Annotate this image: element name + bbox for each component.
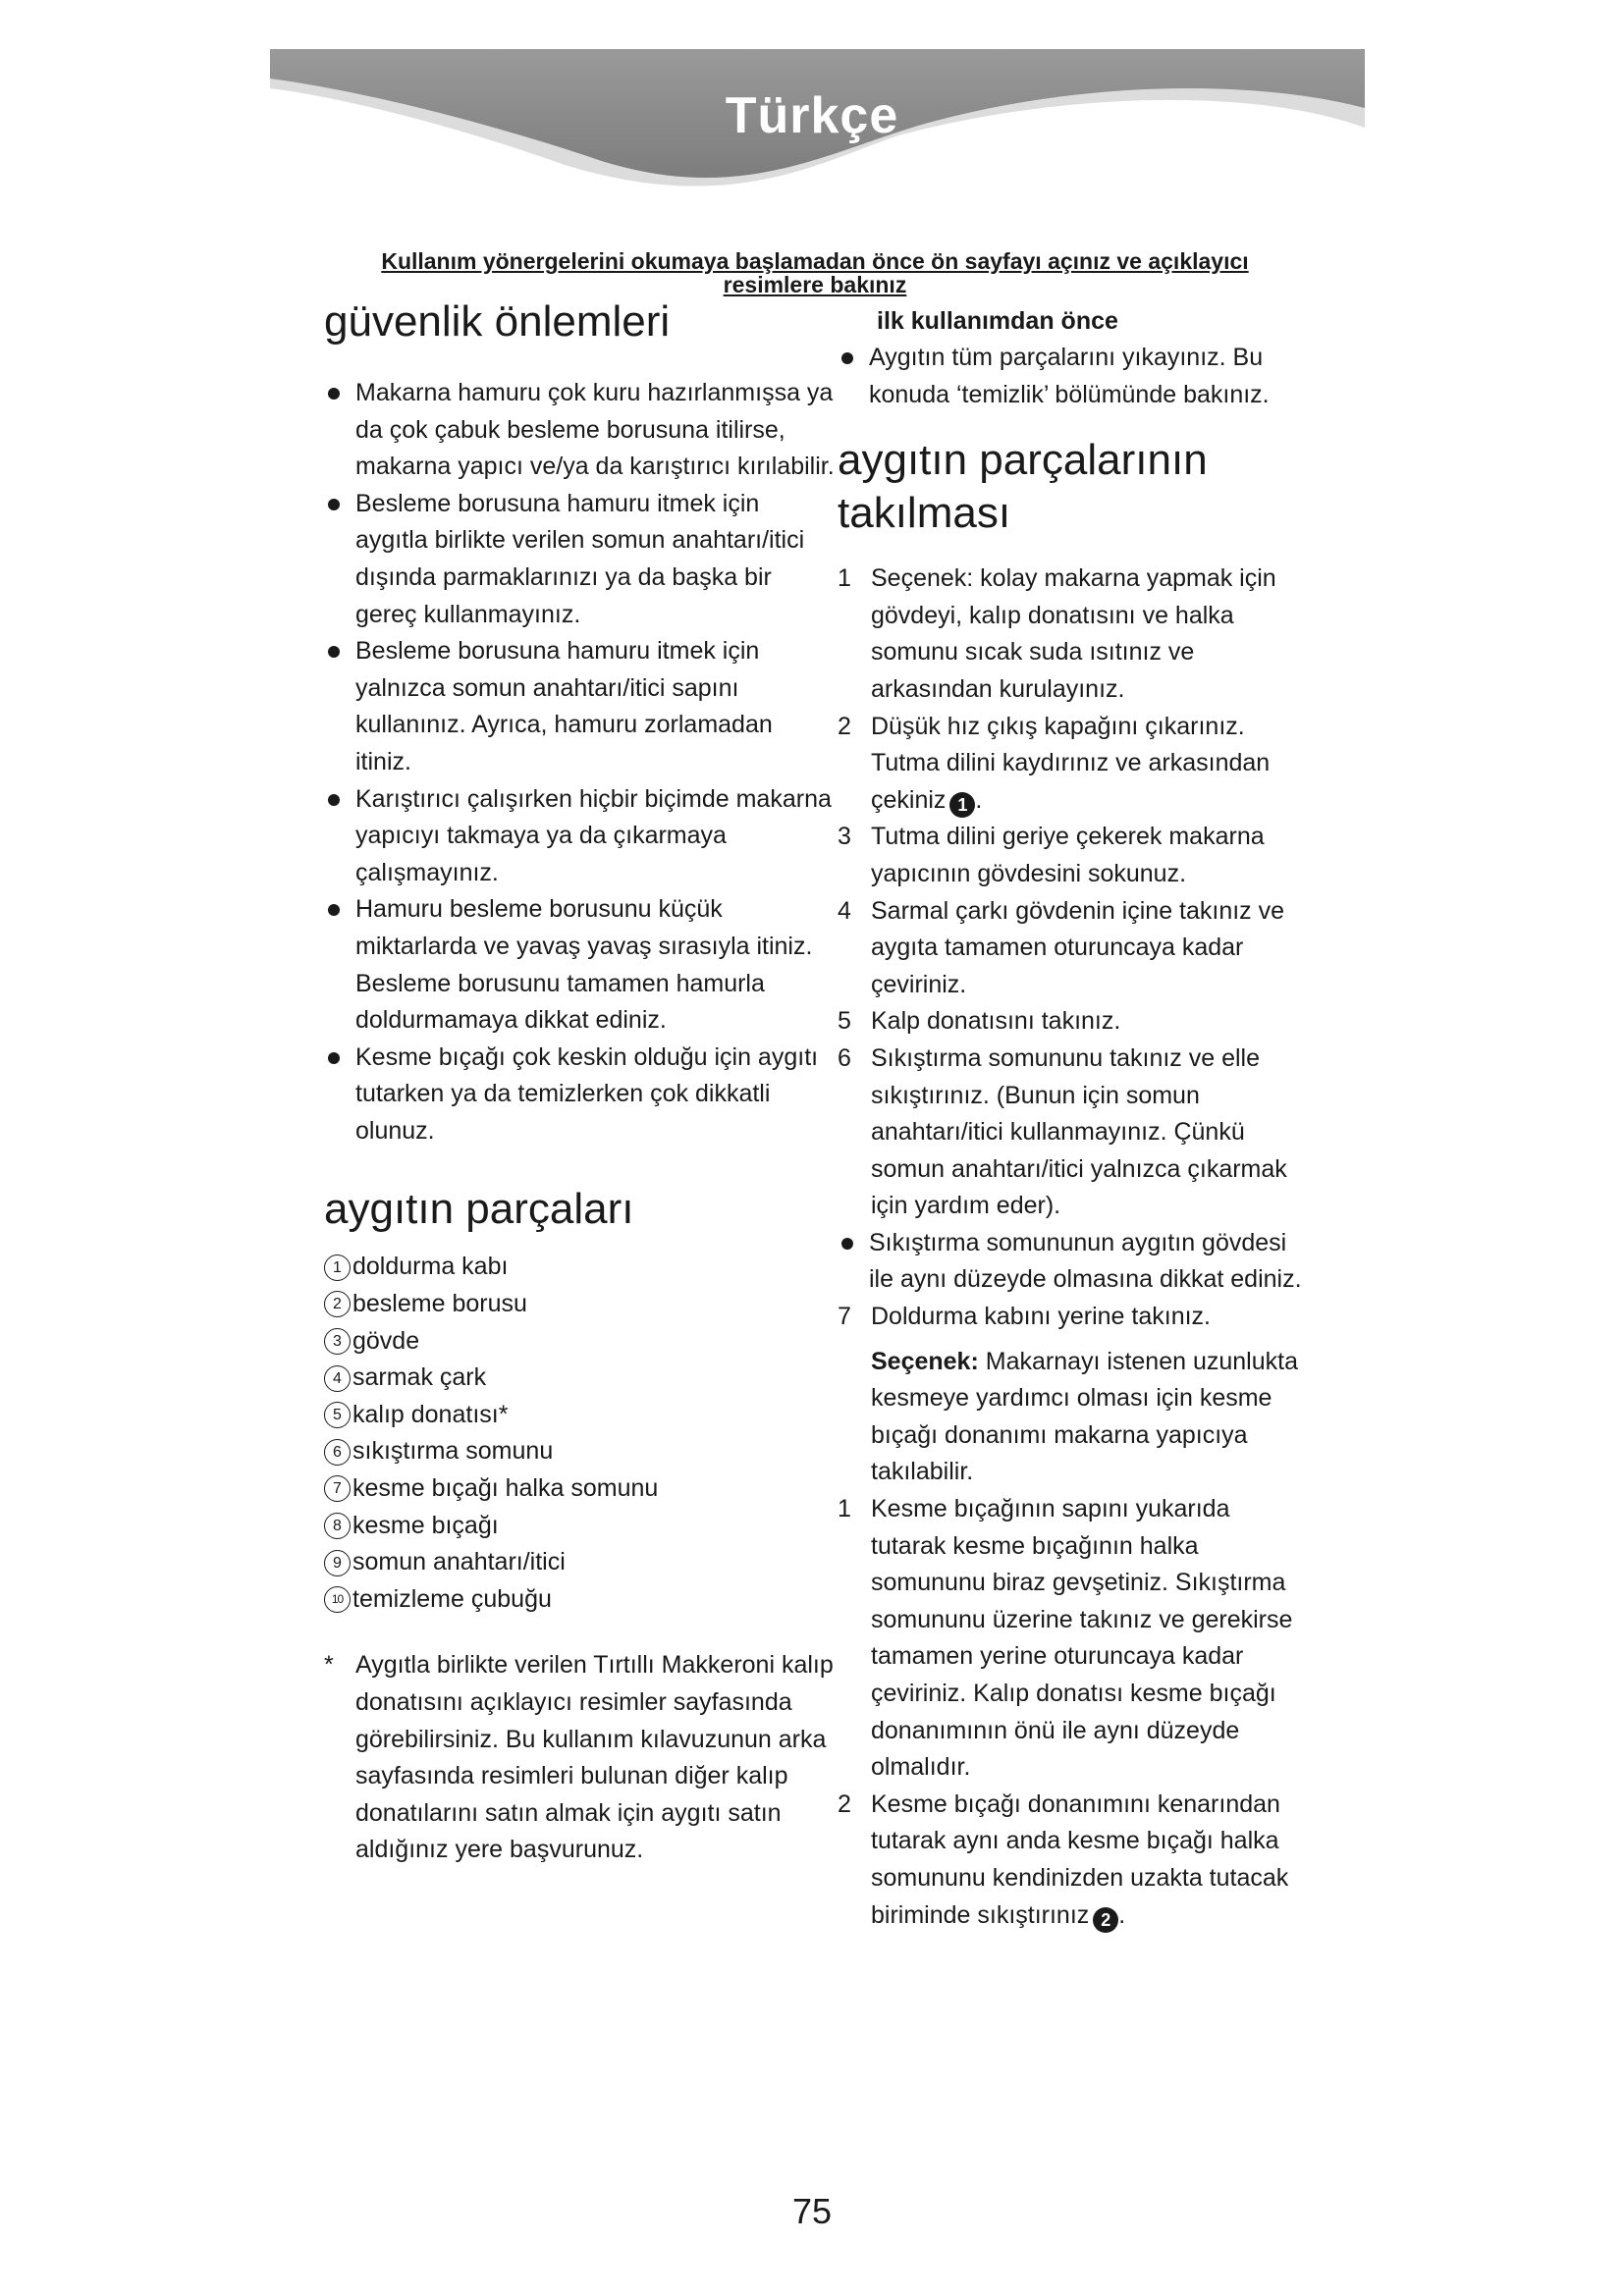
safety-list: [324, 375, 835, 1149]
assembly-step: [838, 1299, 1309, 1336]
assembly-step: [838, 819, 1309, 892]
assembly-step: [838, 1041, 1309, 1225]
right-column: [838, 303, 1309, 1934]
step-number: 1: [838, 1495, 851, 1523]
part-item: [324, 1286, 835, 1323]
part-item: [324, 1360, 835, 1397]
step-text: Sarmal çarkı gövdenin içine takınız ve aygıta tamamen oturuncaya kadar çeviriniz.: [871, 896, 1285, 998]
assembly-step: [838, 1003, 1309, 1041]
part-label: besleme borusu: [352, 1290, 527, 1318]
safety-item: Makarna hamuru çok kuru hazırlanmışsa ya da çok çabuk besleme borusuna itilirse, makarna yapıcı ve/ya da karıştırıcı kırılabilir.: [324, 375, 835, 486]
part-number: 5: [324, 1402, 351, 1428]
step-number: 3: [838, 823, 851, 851]
step-number: 6: [838, 1043, 851, 1072]
part-number: 3: [324, 1328, 351, 1355]
part-number: 8: [324, 1513, 351, 1539]
assembly-note: Sıkıştırma somununun aygıtın gövdesi ile aynı düzeyde olmasına dikkat ediniz.: [838, 1225, 1309, 1299]
part-number: 6: [324, 1439, 351, 1466]
safety-item: Hamuru besleme borusunu küçük miktarlarda ve yavaş yavaş sırasıyla itiniz. Besleme borusunu tamamen hamurla doldurmamaya dikkat ediniz.: [324, 891, 835, 1039]
part-number: 7: [324, 1475, 351, 1502]
part-item: [324, 1433, 835, 1470]
step-text: Tutma dilini geriye çekerek makarna yapıcının gövdesini sokunuz.: [871, 823, 1265, 887]
part-label: sarmak çark: [352, 1363, 487, 1392]
step-number: 7: [838, 1303, 851, 1331]
step-number: 2: [838, 712, 851, 740]
assembly-step: [838, 709, 1309, 820]
step-end: .: [975, 785, 983, 814]
part-number: 4: [324, 1365, 351, 1392]
safety-item: Kesme bıçağı çok keskin olduğu için aygıtı tutarken ya da temizlerken çok dikkatli olunuz.: [324, 1040, 835, 1150]
part-label: kesme bıçağı: [352, 1511, 499, 1539]
first-use-list: [838, 340, 1309, 413]
part-number: 9: [324, 1550, 351, 1576]
cutter-step: [838, 1491, 1309, 1787]
parts-heading: aygıtın parçaları: [324, 1185, 634, 1234]
safety-item: Besleme borusuna hamuru itmek için aygıtla birlikte verilen somun anahtarı/itici dışında parmaklarınızı ya da başka bir gereç kullanmayınız.: [324, 486, 835, 633]
assembly-step: [838, 893, 1309, 1004]
footnote-mark: *: [324, 1651, 334, 1680]
step-text: Doldurma kabını yerine takınız.: [871, 1303, 1211, 1331]
part-label: kesme bıçağı halka somunu: [352, 1474, 659, 1503]
safety-heading: güvenlik önlemleri: [324, 297, 671, 346]
part-item: [324, 1397, 835, 1434]
part-item: [324, 1544, 835, 1581]
figure-2-icon: 2: [1093, 1907, 1118, 1933]
assembly-heading-line1: aygıtın parçalarının: [838, 436, 1208, 485]
safety-item: Besleme borusuna hamuru itmek için yalnızca somun anahtarı/itici sapını kullanınız. Ayrıca, hamuru zorlamadan itiniz.: [324, 633, 835, 780]
cutter-step: [838, 1787, 1309, 1934]
step-end: .: [1118, 1900, 1126, 1929]
step-text: Düşük hız çıkış kapağını çıkarınız. Tutma dilini kaydırınız ve arkasından çekiniz: [871, 712, 1271, 814]
step-number: 4: [838, 896, 851, 925]
part-number: 2: [324, 1291, 351, 1317]
part-item: [324, 1470, 835, 1508]
assembly-heading: [838, 434, 1309, 540]
part-number: 10: [324, 1586, 351, 1613]
part-label: somun anahtarı/itici: [352, 1548, 566, 1576]
step-text: Sıkıştırma somununu takınız ve elle sıkıştırınız. (Bunun için somun anahtarı/itici kullanmayınız. Çünkü somun anahtarı/itici yalnızca çıkarmak için yardım eder).: [871, 1043, 1287, 1220]
option-paragraph: [838, 1344, 1309, 1491]
option-text: Makarnayı istenen uzunlukta kesmeye yardımcı olması için kesme bıçağı donanımı makarna yapıcıya takılabilir.: [871, 1347, 1298, 1486]
figure-1-icon: 1: [949, 792, 975, 818]
first-use-item: Aygıtın tüm parçalarını yıkayınız. Bu konuda ‘temizlik’ bölümünde bakınız.: [838, 340, 1309, 413]
part-item: [324, 1581, 835, 1619]
step-text: Kesme bıçağının sapını yukarıda tutarak kesme bıçağının halka somununu biraz gevşetiniz. Sıkıştırma somununu üzerine takınız ve gerekirse tamamen yerine oturuncaya kadar çeviriniz. Kalıp donatısı kesme bıçağı donanımının önü ile aynı düzeyde olmalıdır.: [871, 1495, 1293, 1782]
part-item: [324, 1508, 835, 1545]
step-text: Kalp donatısını takınız.: [871, 1007, 1121, 1036]
part-item: [324, 1249, 835, 1286]
option-label: Seçenek:: [871, 1347, 979, 1375]
assembly-heading-line2: takılması: [838, 489, 1011, 538]
assembly-step: [838, 561, 1309, 708]
parts-list: [324, 1249, 835, 1618]
left-column: [324, 295, 835, 1869]
instruction-notice: Kullanım yönergelerini okumaya başlamadan önce ön sayfayı açınız ve açıklayıcı resimlere bakınız: [381, 248, 1249, 297]
assembly-steps: [838, 561, 1309, 1934]
step-number: 5: [838, 1007, 851, 1036]
footnote-text: Aygıtla birlikte verilen Tırtıllı Makkeroni kalıp donatısını açıklayıcı resimler sayfasında görebilirsiniz. Bu kullanım kılavuzunun arka sayfasında resimleri bulunan diğer kalıp donatılarını satın almak için aygıtı satın aldığınız yere başvurunuz.: [355, 1651, 834, 1864]
step-number: 1: [838, 564, 851, 593]
first-use-heading: ilk kullanımdan önce: [877, 307, 1118, 335]
part-item: [324, 1323, 835, 1361]
step-text: Kesme bıçağı donanımını kenarından tutarak aynı anda kesme bıçağı halka somununu kendinizden uzakta tutacak biriminde sıkıştırınız: [871, 1789, 1289, 1929]
safety-item: Karıştırıcı çalışırken hiçbir biçimde makarna yapıcıyı takmaya ya da çıkarmaya çalışmayınız.: [324, 781, 835, 892]
part-label: doldurma kabı: [352, 1253, 509, 1281]
page-number: 75: [791, 2191, 833, 2231]
part-number: 1: [324, 1255, 351, 1281]
part-label: gövde: [352, 1326, 420, 1355]
step-number: 2: [838, 1789, 851, 1818]
part-label: kalıp donatısı*: [352, 1400, 509, 1428]
part-label: temizleme çubuğu: [352, 1584, 552, 1613]
part-label: sıkıştırma somunu: [352, 1437, 554, 1466]
step-text: Seçenek: kolay makarna yapmak için gövdeyi, kalıp donatısını ve halka somunu sıcak suda ısıtınız ve arkasından kurulayınız.: [871, 564, 1276, 703]
parts-footnote: [324, 1647, 835, 1869]
language-title: Türkçe: [725, 87, 899, 144]
